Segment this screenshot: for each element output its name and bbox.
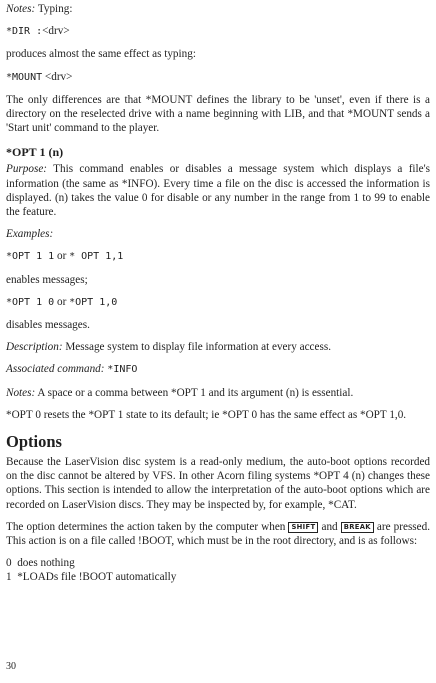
command-dir-code: *DIR :	[6, 26, 43, 38]
command-dir	[6, 24, 430, 39]
notes-text: Typing:	[35, 3, 73, 15]
example2-or: or	[54, 295, 70, 308]
page-number: 30	[6, 661, 16, 672]
opt1-notes-line	[6, 386, 430, 400]
description-text: Message system to display file information at every access.	[62, 341, 331, 354]
produces-line: produces almost the same effect as typing:	[6, 48, 196, 61]
example2-line	[6, 295, 430, 310]
associated-label: Associated command:	[6, 363, 105, 376]
purpose-paragraph	[6, 162, 430, 219]
example1-line	[6, 249, 430, 264]
option-item-1: 1 *LOADs file !BOOT automatically	[6, 571, 177, 584]
command-dir-arg: <drv>	[42, 25, 70, 38]
description-label: Description:	[6, 341, 63, 354]
associated-command: *INFO	[107, 364, 138, 376]
notes-label: Notes:	[6, 3, 36, 15]
opt1-heading: *OPT 1 (n)	[6, 145, 64, 160]
example1-or: or	[54, 250, 70, 263]
example2-desc: disables messages.	[6, 319, 90, 332]
option-item-0: 0 does nothing	[6, 557, 75, 570]
reset-paragraph: *OPT 0 resets the *OPT 1 state to its default; ie *OPT 0 has the same effect as *OPT 1,0.	[6, 408, 407, 421]
options-para2-b: are pressed. This action is on a file called !BOOT, which must be in the root directory, and is as follows:	[6, 520, 431, 548]
example2-code-a: *OPT 1 0	[6, 296, 55, 308]
options-para2-and: and	[318, 520, 338, 533]
command-mount-arg: <drv>	[42, 70, 73, 83]
purpose-label: Purpose:	[6, 163, 48, 176]
example1-code-a: *OPT 1 1	[6, 251, 55, 263]
example2-code-b: *OPT 1,0	[69, 296, 118, 308]
options-paragraph-1: Because the LaserVision disc system is a read-only medium, the auto-boot options recorded on the disc cannot be altered by VFS. In other Acorn filing systems *OPT 4 (n) changes these options. This section is intended to allow the interpretation of the auto-boot options which are recorded on LaserVision discs. They may be inspected by, for example, *CAT.	[6, 456, 430, 511]
break-key-icon: BREAK	[341, 522, 374, 533]
examples-label	[6, 227, 430, 241]
options-heading: Options	[6, 432, 62, 452]
examples-label-text: Examples:	[6, 228, 54, 241]
differences-paragraph: The only differences are that *MOUNT defines the library to be 'unset', even if there is a directory on the reselected drive with a name beginning with LIB, and that *MOUNT sends a 'Start unit' command to the player.	[6, 93, 430, 135]
purpose-text: This command enables or disables a message system which displays a file's information (the same as *INFO). Every time a file on the disc is accessed the information is displayed. (n) takes the value 0 for disable or any number in the range from 1 to 99 to enable the feature.	[6, 163, 430, 219]
shift-key-icon: SHIFT	[288, 522, 318, 533]
example1-desc: enables messages;	[6, 273, 88, 286]
command-mount	[6, 70, 430, 85]
options-paragraph-2	[6, 520, 430, 548]
opt1-notes-text: A space or a comma between *OPT 1 and its argument (n) is essential.	[35, 386, 354, 399]
description-line	[6, 340, 430, 354]
example1-code-b: * OPT 1,1	[69, 251, 124, 263]
options-para2-a: The option determines the action taken by the computer when	[6, 520, 289, 533]
command-mount-code: *MOUNT	[6, 71, 43, 83]
opt1-notes-label: Notes:	[6, 386, 36, 399]
associated-line	[6, 362, 430, 377]
manual-page	[6, 0, 430, 585]
notes-line	[6, 2, 430, 16]
